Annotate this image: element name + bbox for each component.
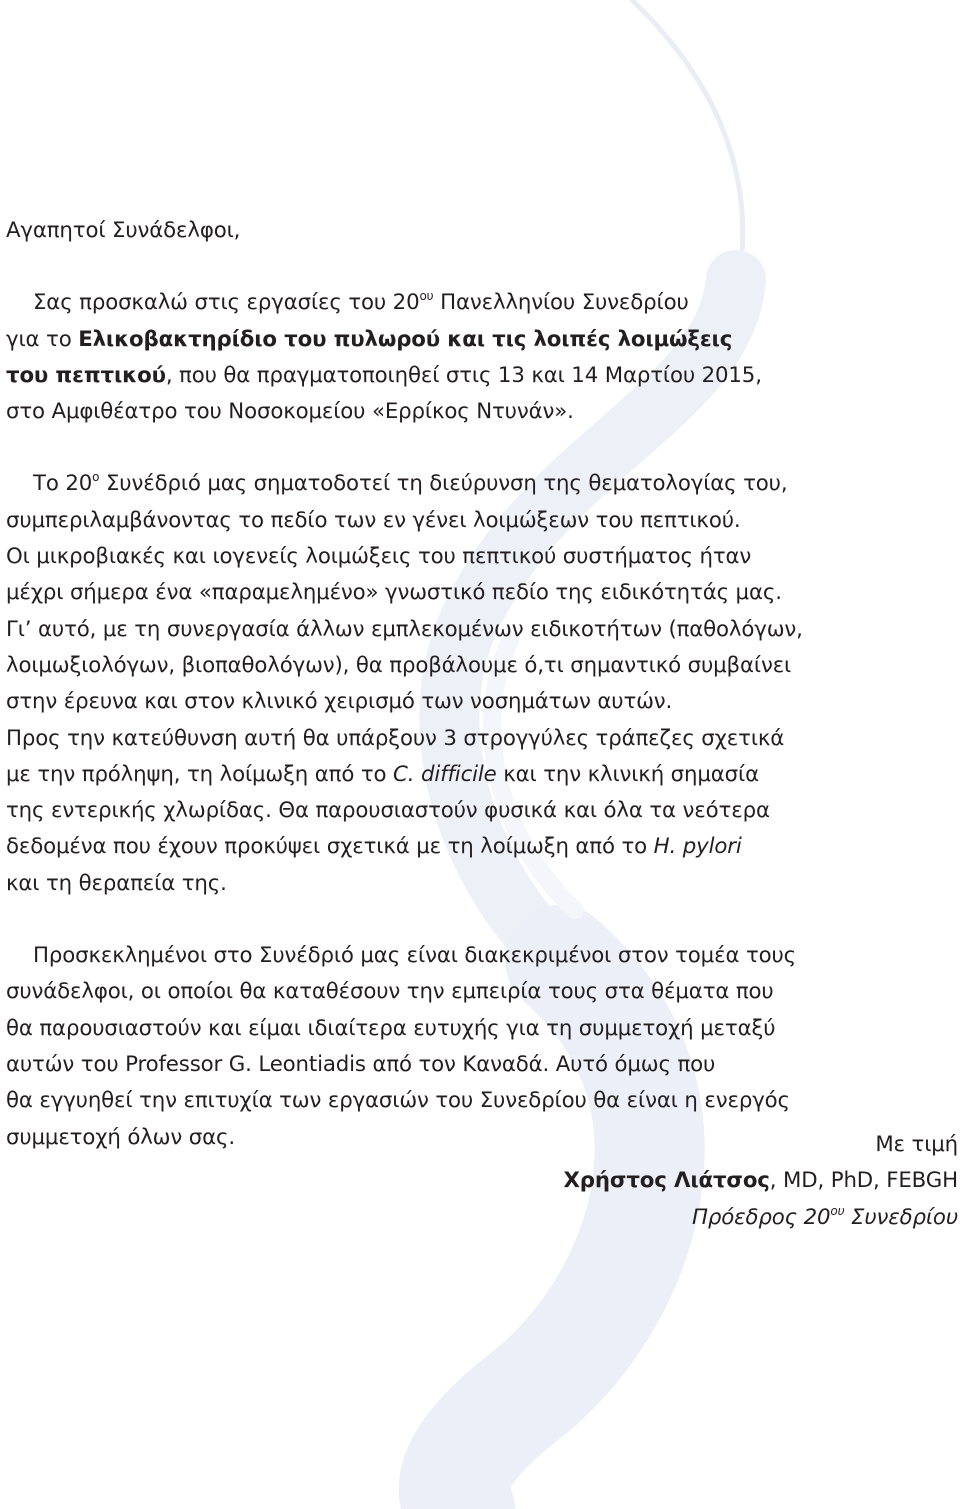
invitation-intro: Σας προσκαλώ στις εργασίες του 20 <box>33 290 420 316</box>
signer-role: Πρόεδρος $20^{o\upsilon}$ Συνεδρίου <box>692 1203 958 1230</box>
paragraph-scope: Το $20^o$ Συνέδριό μας σηματοδοτεί τη διεύρυνση της θεματολογίας του, συμπεριλαμβάνοντας το πεδίο των εν γένει λοιμώξεων του πεπτικού. Οι μικροβιακές και ιογενείς λοιμώξεις του πεπτικού συστήματος ήταν μέχρι σήμερα ένα «παραμελημένο» γνωστικό πεδίο της ειδικότητάς μας. Γι’ αυτό, με τη συνεργασία άλλων εμπλεκομένων ειδικοτήτων (παθολόγων, λοιμωξιολόγων, βιοπαθολόγων), θα προβάλουμε ό,τι σημαντικό συμβαίνει στην έρευνα και στον κλινικό χειρισμό των νοσημάτων αυτών. Προς την κατεύθυνση αυτή θα υπάρξουν 3 στρογγύλες τράπεζες σχετικά με την πρόληψη, τη λοίμωξη από το C. difficile και την κλινική σημασία της εντερικής χλωρίδας. Θα παρουσιαστούν φυσικά και όλα τα νεότερα δεδομένα που έχουν προκύψει σχετικά με τη λοίμωξη από το H. pylori και τη θεραπεία της. <box>6 470 803 896</box>
closing: Με τιμή <box>875 1132 958 1157</box>
paragraph-invitation: Σας προσκαλώ στις εργασίες του $20^{o\upsilon}$ Πανελληνίου Συνεδρίου για το Ελικοβακτηρίδιο του πυλωρού και τις λοιπές λοιμώξεις του πεπτικού, που θα πραγματοποιηθεί στις 13 και 14 Μαρτίου 2015, στο Αμφιθέατρο του Νοσοκομείου «Ερρίκος Ντυνάν». <box>6 289 762 425</box>
venue-line: στο Αμφιθέατρο του Νοσοκομείου «Ερρίκος Ντυνάν». <box>6 399 574 425</box>
conference-title: Ελικοβακτηρίδιο του πυλωρού και τις λοιπές λοιμώξεις <box>78 326 733 352</box>
signer-line <box>358 1163 958 1199</box>
signature-block <box>358 1127 958 1236</box>
conference-title-end: του πεπτικού <box>6 362 166 388</box>
h-pylori: H. pylori <box>653 834 742 860</box>
signer-credentials: , MD, PhD, FEBGH <box>769 1168 958 1194</box>
paragraph-guests: Προσκεκλημένοι στο Συνέδριό μας είναι διακεκριμένοι στον τομέα τους συνάδελφοι, οι οποίοι θα καταθέσουν την εμπειρία τους στα θέματα που θα παρουσιαστούν και είμαι ιδιαίτερα ευτυχής για τη συμμετοχή μεταξύ αυτών του Professor G. Leontiadis από τον Καναδά. Αυτό όμως που θα εγγυηθεί την επιτυχία των εργασιών του Συνεδρίου θα είναι η ενεργός συμμετοχή όλων σας. <box>6 943 797 1150</box>
c-difficile: C. difficile <box>393 761 497 787</box>
letter-body <box>6 213 958 1156</box>
ordinal-superscript: ου <box>830 1203 845 1218</box>
signer-name: Χρήστος Λιάτσος <box>563 1168 770 1194</box>
ordinal-superscript: ου <box>419 289 434 304</box>
ordinal-superscript: ο <box>92 470 100 485</box>
greeting: Αγαπητοί Συνάδελφοι, <box>6 218 241 243</box>
